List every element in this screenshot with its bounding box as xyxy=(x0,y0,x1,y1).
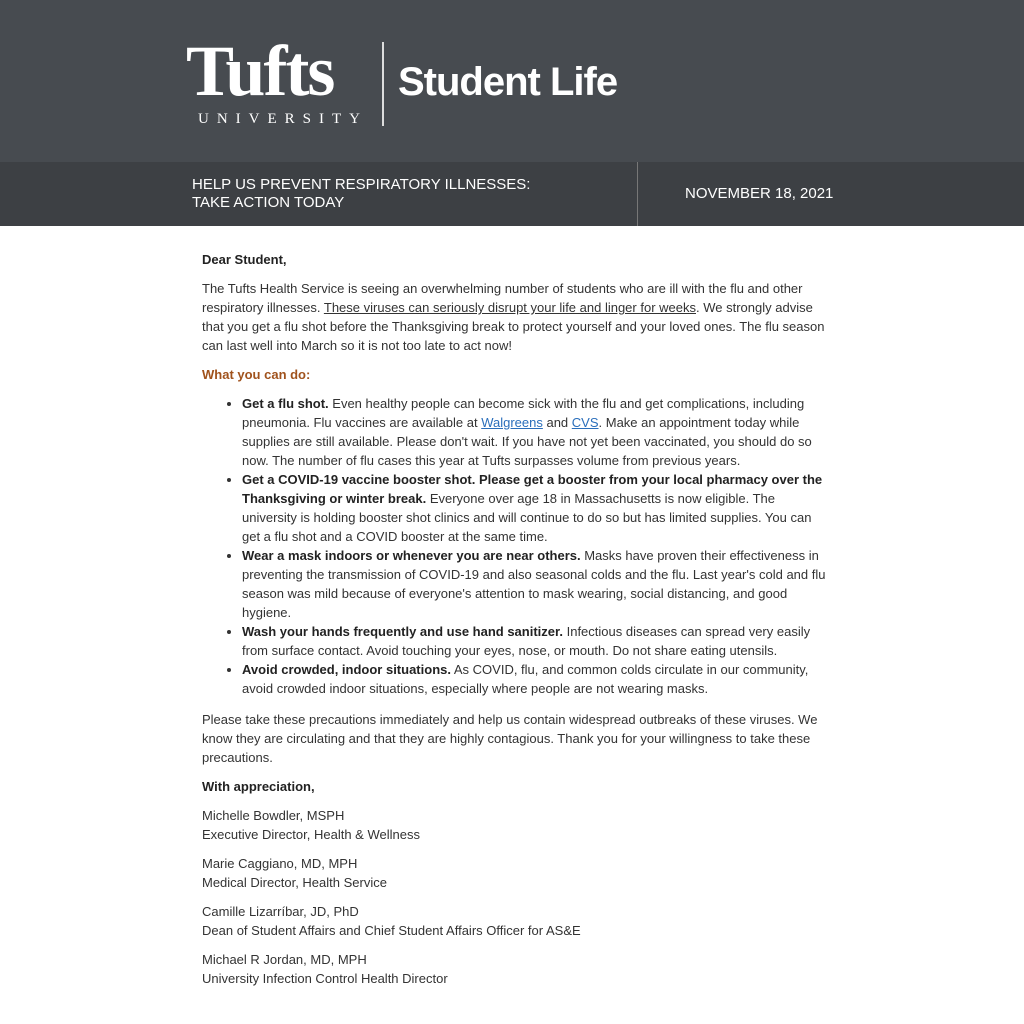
signer-title: Medical Director, Health Service xyxy=(202,875,387,890)
item-text: As COVID, flu, and common colds circulate in our community, avoid crowded indoor situations, especially where people are not wearing masks. xyxy=(242,662,809,696)
action-list xyxy=(202,394,828,698)
logo-word: Tufts xyxy=(186,31,334,111)
intro-underlined: These viruses can seriously disrupt your life and linger for weeks xyxy=(323,300,696,315)
title-line: HELP US PREVENT RESPIRATORY ILLNESSES: xyxy=(192,176,531,193)
intro-text: . We strongly advise that you get a flu shot before the Thanksgiving break to protect yourself and your loved ones. The flu season can last well into March so it is not too late to act now! xyxy=(202,300,825,353)
item-text: . Make an appointment today while supplies are still available. Please don't wait. If you have not yet been vaccinated, you should do so now. The number of flu cases this year at Tufts surpasses volume from previous years. xyxy=(242,415,812,468)
email-body xyxy=(202,250,828,998)
signer-name: Marie Caggiano, MD, MPH xyxy=(202,856,358,871)
tufts-student-life-logo xyxy=(186,31,618,128)
logo-sub: UNIVERSITY xyxy=(198,111,368,127)
what-heading: What you can do: xyxy=(202,367,311,382)
item-bold: Avoid crowded, indoor situations. xyxy=(242,662,451,677)
title-line: TAKE ACTION TODAY xyxy=(192,194,345,211)
logo-divider xyxy=(382,42,384,126)
signature xyxy=(202,806,828,844)
list-item xyxy=(242,394,828,470)
cvs-link[interactable]: CVS xyxy=(571,415,599,430)
item-text: and xyxy=(542,415,572,430)
walgreens-link[interactable]: Walgreens xyxy=(481,415,543,430)
signer-name: Michael R Jordan, MD, MPH xyxy=(202,952,367,967)
signature xyxy=(202,854,828,892)
item-text: Even healthy people can become sick with the flu and get complications, including pneumonia. Flu vaccines are available at xyxy=(242,396,805,430)
item-bold: Wear a mask indoors or whenever you are near others. xyxy=(242,548,581,563)
item-bold: Wash your hands frequently and use hand sanitizer. xyxy=(242,624,563,639)
closing-paragraph: Please take these precautions immediately and help us contain widespread outbreaks of these viruses. We know they are circulating and that they are highly contagious. Thank you for your willingness to take these precautions. xyxy=(202,712,818,765)
item-text: Infectious diseases can spread very easily from surface contact. Avoid touching your eyes, nose, or mouth. Do not share eating utensils. xyxy=(242,624,811,658)
item-text: Masks have proven their effectiveness in preventing the transmission of COVID-19 and also seasonal colds and the flu. Last year's cold and flu season was mild because of everyone's attention to mask wearing, social distancing, and good hygiene. xyxy=(242,548,826,620)
item-bold: Get a flu shot. xyxy=(242,396,329,411)
item-text: Everyone over age 18 in Massachusetts is now eligible. The university is holding booster shot clinics and will continue to do so but has limited supplies. You can get a flu shot and a COVID booster at the same time. xyxy=(242,491,812,544)
signer-title: Dean of Student Affairs and Chief Student Affairs Officer for AS&E xyxy=(202,923,581,938)
list-item xyxy=(242,622,828,660)
intro-paragraph xyxy=(202,279,828,355)
logo-section: Student Life xyxy=(398,60,618,104)
list-item xyxy=(242,660,828,698)
signer-name: Camille Lizarríbar, JD, PhD xyxy=(202,904,359,919)
signer-name: Michelle Bowdler, MSPH xyxy=(202,808,345,823)
list-item xyxy=(242,470,828,546)
email-header xyxy=(0,0,1024,162)
intro-text: The Tufts Health Service is seeing an overwhelming number of students who are ill with the flu and other respiratory illnesses. xyxy=(202,281,803,315)
signer-title: Executive Director, Health & Wellness xyxy=(202,827,420,842)
signature xyxy=(202,950,828,988)
signoff: With appreciation, xyxy=(202,779,315,794)
email-title xyxy=(192,176,530,212)
signature xyxy=(202,902,828,940)
list-item xyxy=(242,546,828,622)
title-banner xyxy=(0,162,1024,226)
item-bold: Get a COVID-19 vaccine booster shot. Please get a booster from your local pharmacy over the Thanksgiving or winter break. xyxy=(242,472,823,506)
signer-title: University Infection Control Health Director xyxy=(202,971,448,986)
banner-divider xyxy=(637,162,638,226)
greeting: Dear Student, xyxy=(202,252,287,267)
email-date: NOVEMBER 18, 2021 xyxy=(685,185,834,202)
